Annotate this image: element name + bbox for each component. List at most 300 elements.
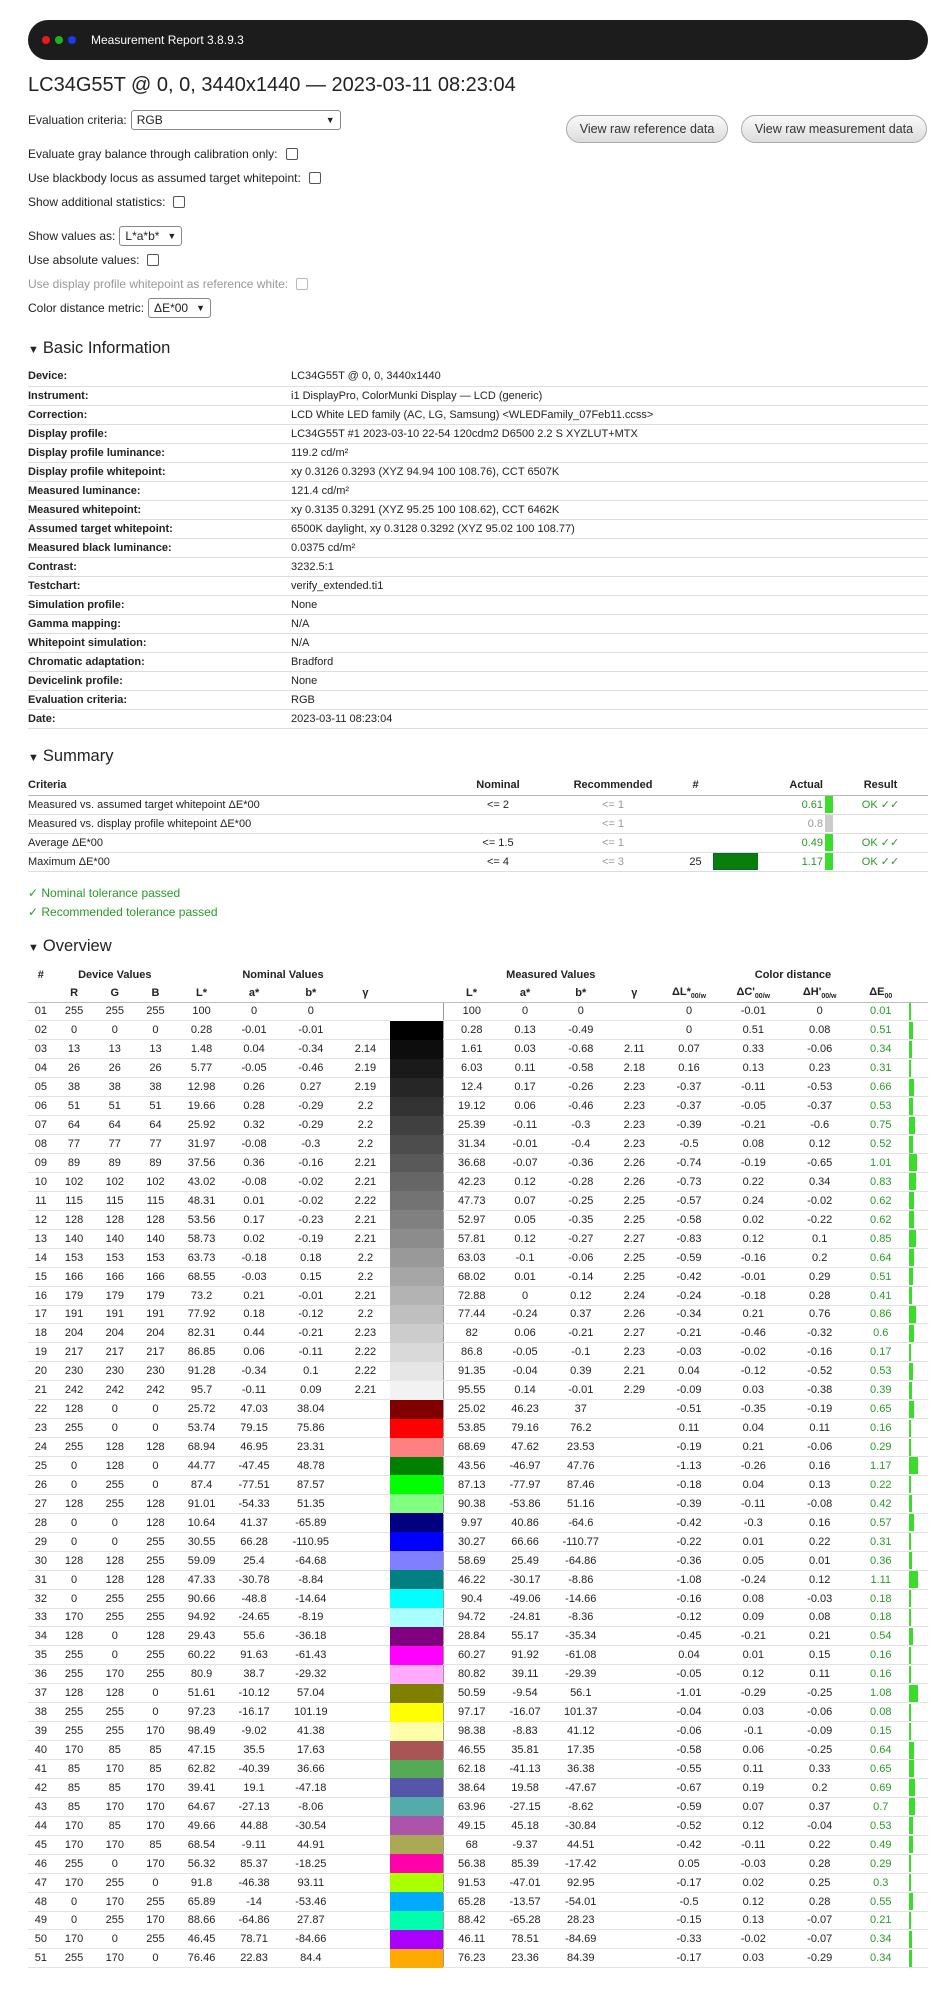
overview-cell-dl: 0.04 [658,1362,720,1381]
delta-e-bar-cell [909,1665,928,1684]
delta-e-bar-cell [909,1324,928,1343]
overview-cell-g: 255 [94,1703,135,1722]
overview-cell-num: 04 [28,1059,54,1078]
overview-row [28,1381,928,1400]
overview-cell-de: 1.08 [853,1684,909,1703]
metric-select[interactable] [148,298,211,318]
info-value: 119.2 cd/m² [291,443,928,462]
info-key: Display profile whitepoint: [28,462,291,481]
overview-cell-meas-l: 80.82 [444,1665,500,1684]
delta-e-bar [909,1552,912,1569]
absolute-values-checkbox[interactable] [147,254,159,266]
overview-cell-g: 0 [94,1513,135,1532]
color-swatch [390,1627,444,1646]
overview-cell-nom-gamma [341,1589,390,1608]
overview-cell-nom-a: 0.21 [227,1286,281,1305]
overview-col-meas-l: L* [444,984,500,1002]
overview-cell-meas-gamma [611,1835,658,1854]
overview-cell-b: 102 [135,1172,176,1191]
overview-cell-meas-a: -46.97 [499,1457,550,1476]
overview-cell-nom-gamma: 2.21 [341,1172,390,1191]
overview-cell-nom-b: -29.32 [281,1665,341,1684]
overview-cell-meas-a: -0.04 [499,1362,550,1381]
overview-cell-meas-b: -61.08 [551,1646,611,1665]
overview-group-device: Device Values [78,969,152,981]
overview-cell-nom-gamma [341,1741,390,1760]
overview-cell-r: 255 [54,1419,95,1438]
delta-e-bar-cell [909,1191,928,1210]
overview-cell-num: 20 [28,1362,54,1381]
summary-header-mark [823,776,833,795]
overview-cell-num: 39 [28,1722,54,1741]
basic-info-heading[interactable] [28,339,170,358]
overview-cell-nom-l: 47.15 [176,1741,227,1760]
overview-cell-dh: -0.29 [786,1949,852,1968]
overview-cell-meas-b: 0.39 [551,1362,611,1381]
view-raw-reference-button[interactable]: View raw reference data [566,115,728,143]
overview-cell-r: 64 [54,1116,95,1135]
overview-cell-meas-b: -0.58 [551,1059,611,1078]
info-key: Instrument: [28,386,291,405]
overview-group-measured: Measured Values [506,969,596,981]
overview-cell-g: 89 [94,1154,135,1173]
overview-cell-num: 17 [28,1305,54,1324]
delta-e-bar [909,1533,911,1550]
overview-cell-dl: -0.34 [658,1305,720,1324]
overview-cell-dc: 0.13 [720,1059,786,1078]
overview-col-bar [909,984,928,1002]
overview-cell-nom-a: 79.15 [227,1419,281,1438]
delta-e-bar-cell [909,1722,928,1741]
overview-cell-meas-a: -13.57 [499,1892,550,1911]
overview-cell-dh: 0.11 [786,1665,852,1684]
overview-cell-nom-gamma [341,1400,390,1419]
info-value: LC34G55T @ 0, 0, 3440x1440 [291,367,928,386]
overview-cell-r: 179 [54,1286,95,1305]
overview-cell-dl: -0.57 [658,1191,720,1210]
overview-cell-meas-b: 84.39 [551,1949,611,1968]
overview-cell-meas-b: -0.21 [551,1324,611,1343]
overview-cell-g: 0 [94,1532,135,1551]
overview-cell-meas-a: -9.37 [499,1835,550,1854]
overview-row [28,1513,928,1532]
delta-e-bar [909,1457,918,1474]
overview-cell-b: 0 [135,1400,176,1419]
overview-cell-r: 13 [54,1040,95,1059]
color-swatch [390,1551,444,1570]
overview-cell-meas-l: 28.84 [444,1627,500,1646]
overview-cell-dh: 0.28 [786,1854,852,1873]
overview-cell-dl: -1.01 [658,1684,720,1703]
overview-cell-nom-a: 0.36 [227,1154,281,1173]
overview-cell-num: 13 [28,1229,54,1248]
overview-cell-dl: -0.55 [658,1760,720,1779]
overview-cell-meas-gamma [611,1002,658,1021]
overview-cell-nom-b: 0 [281,1002,341,1021]
overview-cell-meas-gamma: 2.21 [611,1362,658,1381]
color-swatch [390,1513,444,1532]
overview-cell-nom-gamma: 2.14 [341,1040,390,1059]
overview-cell-meas-gamma [611,1703,658,1722]
overview-cell-dc: -0.02 [720,1343,786,1362]
overview-cell-nom-gamma: 2.21 [341,1154,390,1173]
overview-cell-g: 0 [94,1021,135,1040]
overview-cell-nom-l: 64.67 [176,1797,227,1816]
overview-row [28,1097,928,1116]
maximize-dot-icon[interactable] [68,36,76,44]
overview-cell-dh: -0.16 [786,1343,852,1362]
overview-cell-g: 230 [94,1362,135,1381]
overview-cell-nom-a: -46.38 [227,1873,281,1892]
overview-cell-dl: -0.18 [658,1475,720,1494]
overview-cell-dl: -0.45 [658,1627,720,1646]
delta-e-bar [909,1041,912,1058]
overview-cell-meas-b: -0.46 [551,1097,611,1116]
info-key: Display profile: [28,424,291,443]
overview-cell-meas-b: -29.39 [551,1665,611,1684]
overview-cell-meas-gamma [611,1400,658,1419]
overview-row [28,1191,928,1210]
overview-cell-num: 38 [28,1703,54,1722]
overview-row [28,1949,928,1968]
overview-cell-r: 255 [54,1949,95,1968]
metric-value: ΔE*00 [154,301,189,315]
overview-cell-meas-l: 56.38 [444,1854,500,1873]
color-swatch [390,1267,444,1286]
color-swatch [390,1722,444,1741]
delta-e-bar [909,1742,914,1759]
overview-cell-dh: 0.2 [786,1248,852,1267]
overview-cell-dc: -0.16 [720,1248,786,1267]
evaluation-criteria-select[interactable] [131,110,341,130]
overview-cell-b: 166 [135,1267,176,1286]
overview-row [28,1646,928,1665]
info-key: Assumed target whitepoint: [28,519,291,538]
collapse-triangle-icon: ▼ [28,344,39,356]
delta-e-bar [909,1855,911,1872]
overview-cell-meas-l: 25.02 [444,1400,500,1419]
overview-cell-dh: -0.52 [786,1362,852,1381]
overview-cell-nom-gamma [341,1873,390,1892]
overview-cell-g: 204 [94,1324,135,1343]
color-swatch [390,1248,444,1267]
delta-e-bar-cell [909,1078,928,1097]
delta-e-bar [909,1893,913,1910]
overview-cell-num: 43 [28,1797,54,1816]
overview-cell-b: 128 [135,1627,176,1646]
overview-cell-dl: -0.59 [658,1797,720,1816]
overview-cell-g: 51 [94,1097,135,1116]
overview-row [28,1400,928,1419]
info-key: Gamma mapping: [28,614,291,633]
overview-cell-g: 77 [94,1135,135,1154]
overview-cell-meas-b: -0.1 [551,1343,611,1362]
overview-cell-dl: -0.33 [658,1930,720,1949]
overview-cell-de: 0.36 [853,1551,909,1570]
chevron-down-icon: ▼ [167,231,177,241]
overview-cell-dc: 0.33 [720,1040,786,1059]
overview-cell-de: 0.18 [853,1608,909,1627]
delta-e-bar [909,1363,913,1380]
overview-cell-meas-b: 76.2 [551,1419,611,1438]
additional-stats-checkbox[interactable] [173,196,185,208]
overview-cell-nom-gamma [341,1551,390,1570]
overview-cell-de: 0.6 [853,1324,909,1343]
summary-header-criteria: Criteria [28,776,448,795]
overview-cell-de: 0.29 [853,1854,909,1873]
delta-e-bar-cell [909,1684,928,1703]
overview-cell-dl: 0.11 [658,1419,720,1438]
summary-actual: 0.61 [758,795,823,814]
overview-row [28,1703,928,1722]
overview-cell-de: 0.54 [853,1627,909,1646]
overview-cell-meas-l: 63.03 [444,1248,500,1267]
delta-e-bar-cell [909,1703,928,1722]
overview-cell-meas-a: 0.05 [499,1210,550,1229]
delta-e-bar [909,1798,915,1815]
overview-cell-b: 140 [135,1229,176,1248]
overview-cell-meas-b: 0.37 [551,1305,611,1324]
overview-cell-meas-l: 100 [444,1002,500,1021]
overview-cell-nom-b: 101.19 [281,1703,341,1722]
overview-cell-g: 128 [94,1457,135,1476]
overview-cell-r: 38 [54,1078,95,1097]
overview-row [28,1324,928,1343]
delta-e-bar [909,1060,911,1077]
overview-cell-dl: -0.17 [658,1949,720,1968]
overview-cell-b: 85 [135,1835,176,1854]
overview-cell-meas-a: -49.06 [499,1589,550,1608]
overview-cell-nom-gamma [341,1684,390,1703]
overview-cell-b: 153 [135,1248,176,1267]
overview-cell-dl: -0.39 [658,1116,720,1135]
overview-cell-nom-gamma: 2.19 [341,1059,390,1078]
delta-e-bar-cell [909,1040,928,1059]
overview-cell-de: 0.65 [853,1760,909,1779]
overview-cell-meas-l: 95.55 [444,1381,500,1400]
delta-e-bar-cell [909,1494,928,1513]
overview-cell-meas-l: 46.55 [444,1741,500,1760]
overview-cell-nom-a: 0.32 [227,1116,281,1135]
overview-cell-nom-b: -30.54 [281,1816,341,1835]
summary-count-bar [713,853,758,870]
overview-cell-r: 0 [54,1021,95,1040]
delta-e-bar-cell [909,1381,928,1400]
summary-mark [825,834,833,851]
show-values-select[interactable] [119,226,182,246]
overview-cell-meas-l: 1.61 [444,1040,500,1059]
overview-cell-g: 0 [94,1646,135,1665]
overview-cell-meas-a: 45.18 [499,1816,550,1835]
delta-e-bar-cell [909,1305,928,1324]
delta-e-bar-cell [909,1419,928,1438]
window-title: Measurement Report 3.8.9.3 [91,33,244,47]
overview-cell-dc: -0.46 [720,1324,786,1343]
overview-cell-g: 179 [94,1286,135,1305]
overview-cell-meas-a: 47.62 [499,1438,550,1457]
overview-cell-nom-b: -0.11 [281,1343,341,1362]
overview-cell-dh: -0.65 [786,1154,852,1173]
overview-cell-r: 128 [54,1551,95,1570]
overview-cell-r: 102 [54,1172,95,1191]
chevron-down-icon: ▼ [325,115,335,125]
overview-cell-nom-l: 48.31 [176,1191,227,1210]
overview-cell-nom-gamma [341,1021,390,1040]
delta-e-bar [909,1268,913,1285]
overview-cell-de: 0.16 [853,1419,909,1438]
gray-balance-checkbox[interactable] [286,148,298,160]
overview-cell-meas-b: -0.06 [551,1248,611,1267]
overview-cell-dc: 0.03 [720,1381,786,1400]
overview-cell-meas-b: -0.3 [551,1116,611,1135]
overview-heading[interactable] [28,937,112,956]
summary-header-actual: Actual [758,776,823,795]
overview-cell-dl: -0.42 [658,1513,720,1532]
overview-cell-r: 51 [54,1097,95,1116]
overview-cell-dl: -0.04 [658,1703,720,1722]
overview-cell-b: 191 [135,1305,176,1324]
overview-cell-de: 0.83 [853,1172,909,1191]
overview-cell-r: 140 [54,1229,95,1248]
overview-cell-dc: 0.51 [720,1021,786,1040]
overview-cell-nom-b: -0.46 [281,1059,341,1078]
overview-cell-r: 255 [54,1646,95,1665]
overview-cell-nom-l: 58.73 [176,1229,227,1248]
overview-cell-g: 128 [94,1551,135,1570]
overview-cell-b: 128 [135,1438,176,1457]
overview-cell-nom-b: -84.66 [281,1930,341,1949]
summary-row [28,814,928,833]
overview-cell-b: 128 [135,1494,176,1513]
profile-whitepoint-checkbox [296,278,308,290]
overview-cell-nom-l: 100 [176,1002,227,1021]
overview-cell-nom-l: 29.43 [176,1627,227,1646]
overview-cell-b: 51 [135,1097,176,1116]
overview-cell-dh: -0.6 [786,1116,852,1135]
overview-cell-g: 170 [94,1835,135,1854]
delta-e-bar-cell [909,1570,928,1589]
color-swatch [390,1760,444,1779]
overview-cell-nom-b: 48.78 [281,1457,341,1476]
overview-cell-meas-l: 91.35 [444,1362,500,1381]
overview-row [28,1570,928,1589]
overview-cell-num: 03 [28,1040,54,1059]
summary-heading[interactable] [28,747,113,766]
overview-cell-nom-l: 80.9 [176,1665,227,1684]
overview-cell-meas-b: -0.14 [551,1267,611,1286]
close-dot-icon[interactable] [42,36,50,44]
overview-cell-nom-l: 46.45 [176,1930,227,1949]
delta-e-bar [909,1117,915,1134]
overview-cell-nom-l: 56.32 [176,1854,227,1873]
overview-cell-nom-a: -0.11 [227,1381,281,1400]
overview-cell-nom-a: 0 [227,1002,281,1021]
color-swatch [390,1778,444,1797]
color-swatch [390,1059,444,1078]
overview-cell-r: 89 [54,1154,95,1173]
overview-cell-nom-l: 73.2 [176,1286,227,1305]
summary-mark [825,815,833,832]
delta-e-bar [909,1779,915,1796]
overview-cell-nom-a: 44.88 [227,1816,281,1835]
overview-cell-dc: 0.12 [720,1665,786,1684]
overview-cell-dc: -0.21 [720,1116,786,1135]
delta-e-bar-cell [909,1475,928,1494]
blackbody-checkbox[interactable] [309,172,321,184]
overview-cell-meas-a: 55.17 [499,1627,550,1646]
info-key: Devicelink profile: [28,671,291,690]
overview-cell-dc: -0.19 [720,1154,786,1173]
overview-cell-b: 230 [135,1362,176,1381]
overview-cell-b: 128 [135,1513,176,1532]
info-key: Evaluation criteria: [28,690,291,709]
overview-cell-meas-a: -30.17 [499,1570,550,1589]
overview-cell-meas-a: 0.17 [499,1078,550,1097]
overview-cell-dl: -0.21 [658,1324,720,1343]
overview-cell-r: 255 [54,1002,95,1021]
overview-cell-nom-l: 0.28 [176,1021,227,1040]
info-value: xy 0.3135 0.3291 (XYZ 95.25 100 108.62), CCT 6462K [291,500,928,519]
overview-cell-nom-b: 0.09 [281,1381,341,1400]
evaluation-criteria-label: Evaluation criteria: [28,113,127,127]
view-raw-measurement-button[interactable]: View raw measurement data [741,115,927,143]
overview-col-dh-sub: 00/w [821,992,837,1000]
overview-cell-meas-gamma [611,1760,658,1779]
color-swatch [390,1930,444,1949]
overview-cell-r: 0 [54,1475,95,1494]
overview-cell-meas-b: 92.95 [551,1873,611,1892]
overview-cell-g: 255 [94,1722,135,1741]
overview-cell-nom-b: 57.04 [281,1684,341,1703]
overview-cell-nom-a: 0.28 [227,1097,281,1116]
overview-group-distance: Color distance [754,969,832,981]
overview-cell-dh: -0.03 [786,1589,852,1608]
overview-cell-de: 0.75 [853,1116,909,1135]
minimize-dot-icon[interactable] [55,36,63,44]
summary-count-bar-cell [713,852,758,871]
overview-cell-nom-b: -0.29 [281,1116,341,1135]
overview-cell-de: 0.51 [853,1267,909,1286]
overview-cell-nom-b: -47.18 [281,1778,341,1797]
overview-cell-nom-b: 87.57 [281,1475,341,1494]
summary-count-bar-cell [713,795,758,814]
overview-cell-nom-l: 51.61 [176,1684,227,1703]
info-value: 121.4 cd/m² [291,481,928,500]
overview-cell-meas-a: -8.83 [499,1722,550,1741]
overview-cell-meas-b: -0.25 [551,1191,611,1210]
delta-e-bar [909,1382,912,1399]
overview-cell-nom-a: -48.8 [227,1589,281,1608]
delta-e-bar [909,1685,918,1702]
overview-cell-nom-gamma [341,1911,390,1930]
delta-e-bar [909,1306,916,1323]
info-value: N/A [291,633,928,652]
overview-cell-r: 128 [54,1494,95,1513]
overview-cell-meas-gamma [611,1419,658,1438]
overview-cell-b: 0 [135,1684,176,1703]
overview-cell-g: 102 [94,1172,135,1191]
overview-cell-dl: 0 [658,1021,720,1040]
overview-cell-dh: 0.2 [786,1778,852,1797]
overview-cell-dc: 0.03 [720,1949,786,1968]
delta-e-bar [909,1647,911,1664]
overview-cell-meas-l: 86.8 [444,1343,500,1362]
overview-cell-nom-gamma [341,1532,390,1551]
overview-cell-b: 255 [135,1002,176,1021]
color-swatch [390,1646,444,1665]
overview-cell-r: 0 [54,1457,95,1476]
overview-cell-num: 45 [28,1835,54,1854]
